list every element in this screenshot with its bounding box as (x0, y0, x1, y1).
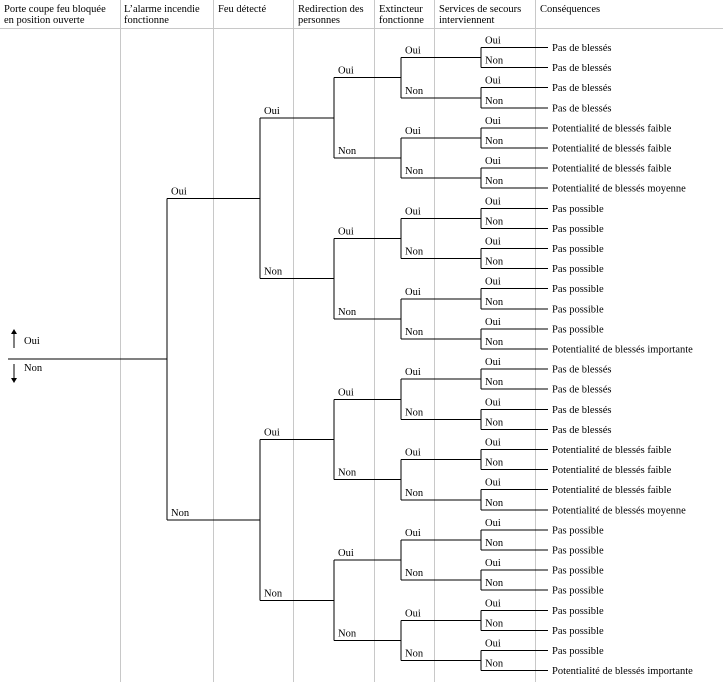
consequence-label: Pas de blessés (552, 364, 612, 376)
branch-label-yes: Oui (405, 527, 421, 539)
consequence-label: Pas possible (552, 565, 604, 577)
header-line: en position ouverte (4, 15, 85, 26)
branch-label-no: Non (338, 628, 357, 640)
branch-label-yes: Oui (338, 387, 354, 399)
branch-label-no: Non (485, 497, 504, 509)
branch-label-no: Non (171, 507, 190, 519)
consequence-label: Potentialité de blessés faible (552, 465, 672, 477)
branch-label-yes: Oui (405, 608, 421, 620)
branch-label-no: Non (405, 85, 424, 97)
branch-label-yes: Oui (485, 196, 501, 208)
branch-label-no: Non (485, 658, 504, 670)
consequence-label: Pas de blessés (552, 384, 612, 396)
branch-label-no: Non (485, 618, 504, 630)
branch-label-yes: Oui (485, 276, 501, 288)
consequence-label: Pas possible (552, 304, 604, 316)
consequence-label: Pas de blessés (552, 103, 612, 115)
header-line: Conséquences (540, 4, 601, 15)
consequence-label: Pas possible (552, 324, 604, 336)
consequence-label: Pas possible (552, 203, 604, 215)
header-line: Services de secours (439, 4, 522, 15)
branch-label-no: Non (405, 326, 424, 338)
branch-label-yes: Oui (485, 115, 501, 127)
branch-label-no: Non (338, 306, 357, 318)
branch-label-no: Non (485, 296, 504, 308)
branch-label-no: Non (338, 146, 357, 158)
legend-down-label: Non (24, 363, 43, 374)
branch-label-no: Non (485, 95, 504, 107)
branch-label-yes: Oui (485, 156, 501, 168)
branch-label-no: Non (338, 467, 357, 479)
branch-label-no: Non (485, 136, 504, 147)
consequence-label: Pas de blessés (552, 83, 612, 95)
consequence-label: Pas possible (552, 284, 604, 296)
branch-label-yes: Oui (485, 598, 501, 610)
header-line: personnes (298, 15, 340, 26)
branch-label-yes: Oui (171, 186, 187, 198)
branch-label-no: Non (264, 588, 283, 600)
consequence-label: Potentialité de blessés moyenne (552, 505, 686, 517)
branch-label-no: Non (405, 407, 424, 419)
branch-label-no: Non (485, 578, 504, 590)
branch-label-yes: Oui (485, 517, 501, 529)
consequence-label: Pas possible (552, 525, 604, 537)
consequence-label: Pas possible (552, 223, 604, 235)
branch-label-yes: Oui (405, 447, 421, 459)
branch-label-yes: Oui (405, 125, 421, 137)
consequence-label: Pas possible (552, 545, 604, 557)
branch-label-no: Non (405, 568, 424, 580)
consequence-label: Pas de blessés (552, 424, 612, 436)
branch-label-no: Non (485, 337, 504, 348)
header-line: fonctionne (124, 15, 169, 26)
header-line: Redirection des (298, 4, 364, 15)
consequence-label: Potentialité de blessés faible (552, 485, 672, 497)
branch-label-no: Non (485, 457, 504, 469)
branch-label-yes: Oui (264, 105, 280, 117)
consequence-label: Pas possible (552, 646, 604, 657)
branch-label-yes: Oui (485, 236, 501, 248)
consequence-label: Pas de blessés (552, 63, 612, 75)
branch-label-no: Non (485, 377, 504, 389)
branch-label-yes: Oui (338, 226, 354, 238)
consequence-label: Potentialité de blessés faible (552, 143, 672, 155)
branch-label-yes: Oui (485, 477, 501, 489)
consequence-label: Potentialité de blessés importante (552, 344, 693, 356)
consequence-label: Potentialité de blessés faible (552, 163, 672, 175)
consequence-label: Pas de blessés (552, 404, 612, 416)
branch-label-yes: Oui (405, 45, 421, 57)
branch-label-yes: Oui (485, 75, 501, 87)
branch-label-yes: Oui (264, 427, 280, 439)
header-line: Extincteur (379, 4, 423, 15)
branch-label-yes: Oui (338, 548, 354, 560)
branch-label-no: Non (485, 538, 504, 549)
branch-label-yes: Oui (485, 316, 501, 328)
header-line: Porte coupe feu bloquée (4, 4, 106, 15)
branch-label-yes: Oui (485, 437, 501, 449)
branch-label-no: Non (405, 648, 424, 660)
branch-label-no: Non (264, 266, 283, 278)
branch-label-yes: Oui (485, 638, 501, 650)
branch-label-yes: Oui (405, 286, 421, 298)
branch-label-yes: Oui (405, 367, 421, 379)
branch-label-no: Non (485, 417, 504, 429)
branch-label-no: Non (405, 487, 424, 499)
header-line: Feu détecté (218, 4, 267, 15)
consequence-label: Pas possible (552, 264, 604, 276)
branch-label-no: Non (485, 216, 504, 228)
branch-label-yes: Oui (485, 397, 501, 409)
header-line: interviennent (439, 15, 495, 26)
branch-label-yes: Oui (405, 206, 421, 218)
branch-label-no: Non (485, 256, 504, 268)
header-line: L’alarme incendie (124, 4, 200, 15)
consequence-label: Pas possible (552, 605, 604, 617)
consequence-label: Potentialité de blessés faible (552, 445, 672, 456)
branch-label-yes: Oui (338, 65, 354, 77)
consequence-label: Pas possible (552, 625, 604, 637)
branch-label-no: Non (485, 176, 504, 188)
branch-label-yes: Oui (485, 35, 501, 47)
branch-label-no: Non (405, 246, 424, 258)
consequence-label: Potentialité de blessés moyenne (552, 183, 686, 195)
consequence-label: Potentialité de blessés importante (552, 666, 693, 678)
branch-label-no: Non (485, 55, 504, 67)
consequence-label: Potentialité de blessés faible (552, 123, 672, 135)
header-line: fonctionne (379, 15, 424, 26)
branch-label-yes: Oui (485, 357, 501, 369)
consequence-label: Pas possible (552, 585, 604, 597)
consequence-label: Pas de blessés (552, 43, 612, 54)
branch-label-yes: Oui (485, 558, 501, 570)
branch-label-no: Non (405, 166, 424, 178)
legend-up-label: Oui (24, 336, 40, 347)
consequence-label: Pas possible (552, 244, 604, 255)
